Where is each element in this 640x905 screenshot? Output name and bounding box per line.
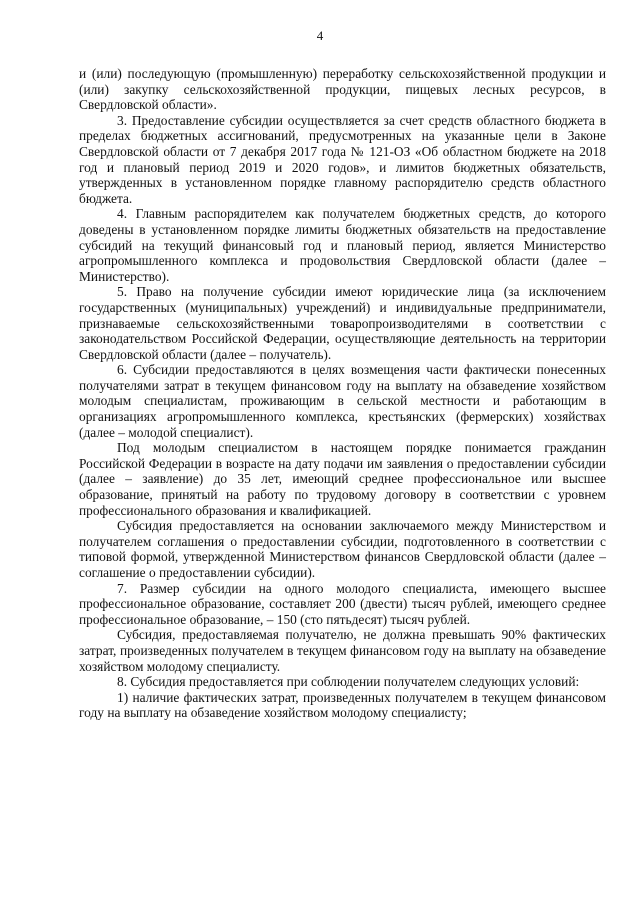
paragraph-item-5: 5. Право на получение субсидии имеют юридические лица (за исключением государственных (муниципальных) учреждений) и индивидуальные предприниматели, признаваемые сельскохозяйственными товаропроизводителями в соответствии с законодательством Российской Федерации, осуществляющие деятельность на территории Свердловской области (далее – получатель).	[79, 284, 606, 362]
page-number: 4	[316, 28, 324, 43]
paragraph-item-7: 7. Размер субсидии на одного молодого специалиста, имеющего высшее профессиональное образование, составляет 200 (двести) тысяч рублей, имеющего среднее профессиональное образование, – 150 (сто пятьдесят) тысяч рублей.	[79, 580, 606, 627]
paragraph-condition-1: 1) наличие фактических затрат, произведенных получателем в текущем финансовом году на выплату на обзаведение хозяйством молодому специалисту;	[79, 689, 606, 721]
paragraph-subsidy-agreement: Субсидия предоставляется на основании заключаемого между Министерством и получателем соглашения о предоставлении субсидии, подготовленного в соответствии с типовой формой, утвержденной Министерством финансов Свердловской области (далее – соглашение о предоставлении субсидии).	[79, 518, 606, 580]
paragraph-item-6: 6. Субсидии предоставляются в целях возмещения части фактически понесенных получателями затрат в текущем финансовом году на выплату на обзаведение хозяйством молодым специалистам, проживающим в сельской местности и работающим в организациях агропромышленного комплекса, крестьянских (фермерских) хозяйствах (далее – молодой специалист).	[79, 362, 606, 440]
paragraph-subsidy-limit: Субсидия, предоставляемая получателю, не должна превышать 90% фактических затрат, произведенных получателем в текущем финансовом году на выплату на обзаведение хозяйством молодому специалисту.	[79, 627, 606, 674]
paragraph-item-8: 8. Субсидия предоставляется при соблюдении получателем следующих условий:	[117, 674, 580, 690]
paragraph-young-specialist-definition: Под молодым специалистом в настоящем порядке понимается гражданин Российской Федерации в возрасте на дату подачи им заявления о предоставлении субсидии (далее – заявление) до 35 лет, имеющий среднее профессиональное или высшее образование, принятый на работу по трудовому договору в соответствии с уровнем профессионального образования и квалификацией.	[79, 440, 606, 518]
paragraph-item-4: 4. Главным распорядителем как получателем бюджетных средств, до которого доведены в установленном порядке лимиты бюджетных обязательств на предоставление субсидий на текущий финансовый год и плановый период, является Министерство агропромышленного комплекса и продовольствия Свердловской области (далее – Министерство).	[79, 206, 606, 284]
document-body	[79, 66, 606, 721]
paragraph-item-3: 3. Предоставление субсидии осуществляется за счет средств областного бюджета в пределах бюджетных ассигнований, предусмотренных на указанные цели в Законе Свердловской области от 7 декабря 2017 года № 121-ОЗ «Об областном бюджете на 2018 год и плановый период 2019 и 2020 годов», и лимитов бюджетных обязательств, утвержденных в установленном порядке главному распорядителю средств областного бюджета.	[79, 112, 606, 206]
paragraph-continuation: и (или) последующую (промышленную) переработку сельскохозяйственной продукции и (или) закупку сельскохозяйственной продукции, пищевых лесных ресурсов, в Свердловской области».	[79, 66, 606, 113]
